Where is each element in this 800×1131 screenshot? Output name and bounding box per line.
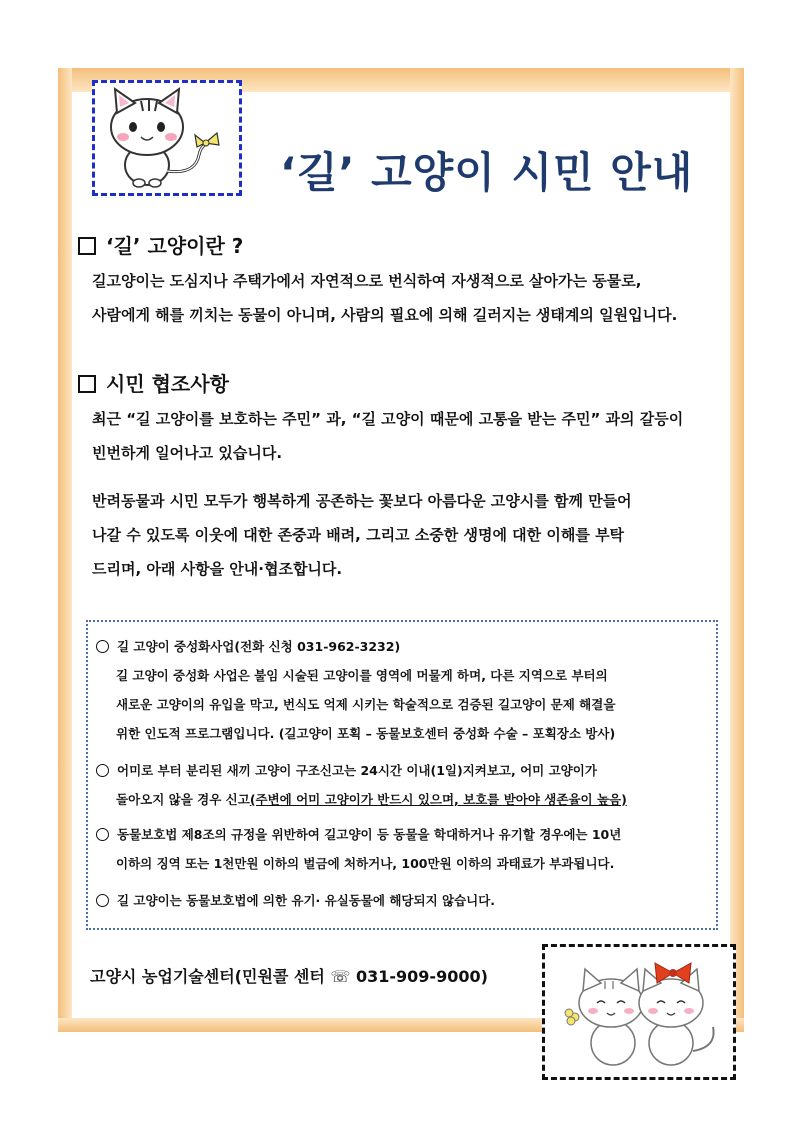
circle-bullet-icon — [96, 640, 109, 653]
page-title: ‘길’ 고양이 시민 안내 — [280, 148, 694, 197]
notice-line: 길 고양이 중성화 사업은 불임 시술된 고양이를 영역에 머물게 하며, 다른 지역으로 부터의 — [116, 668, 608, 683]
conflict-paragraph — [92, 402, 732, 470]
section-heading-citizen-cooperation — [78, 368, 229, 397]
notice-box — [86, 620, 718, 930]
paragraph-line: 최근 “길 고양이를 보호하는 주민” 과, “길 고양이 때문에 고통을 받는 주민” 과의 갈등이 — [92, 410, 684, 428]
frame-border-right — [730, 68, 744, 1030]
notice-line: 이하의 징역 또는 1천만원 이하의 벌금에 처하거나, 100만원 이하의 과태료가 부과됩니다. — [116, 856, 615, 871]
frame-border-left — [58, 68, 72, 1030]
paragraph-line: 빈번하게 일어나고 있습니다. — [92, 444, 283, 462]
section-heading-what-is-street-cat — [78, 230, 243, 259]
two-cats-icon — [545, 947, 733, 1077]
notice-line: 새로운 고양이의 유입을 막고, 번식도 억제 시키는 학술적으로 검증된 길고양이 문제 해결을 — [116, 697, 616, 712]
notice-line: 동물보호법 제8조의 규정을 위반하여 길고양이 등 동물을 학대하거나 유기할 경우에는 10년 — [117, 827, 622, 842]
cat-with-ribbon-icon — [95, 83, 239, 193]
notice-line: 돌아오지 않을 경우 신고 — [116, 792, 250, 807]
circle-bullet-icon — [96, 894, 109, 907]
paragraph-line: 사람에게 해를 끼치는 동물이 아니며, 사람의 필요에 의해 길러지는 생태계의 일원입니다. — [92, 306, 678, 324]
contact-footer: 고양시 농업기술센터(민원콜 센터 ☏ 031-909-9000) — [90, 967, 488, 986]
notice-item-title: 길 고양이 중성화사업(전화 신청 031-962-3232) — [117, 639, 401, 654]
street-cat-definition — [92, 264, 732, 332]
notice-item-kitten-report — [96, 756, 708, 814]
section-heading-text: ‘길’ 고양이란 ? — [106, 234, 244, 258]
circle-bullet-icon — [96, 828, 109, 841]
paragraph-line: 반려동물과 시민 모두가 행복하게 공존하는 꽃보다 아름다운 고양시를 함께 만들어 — [92, 492, 632, 510]
paragraph-line: 드리며, 아래 사항을 안내·협조합니다. — [92, 560, 343, 578]
notice-item-not-abandoned — [96, 886, 708, 915]
checkbox-icon — [78, 237, 96, 255]
notice-line: 위한 인도적 프로그램입니다. (길고양이 포획 – 동물보호센터 중성화 수술 – 포획장소 방사) — [116, 726, 616, 741]
notice-item-animal-protection-law — [96, 820, 708, 878]
notice-underlined-note: (주변에 어미 고양이가 반드시 있으며, 보호를 받아야 생존율이 높음) — [249, 792, 627, 807]
two-cats-frame — [542, 944, 736, 1080]
notice-line: 길 고양이는 동물보호법에 의한 유기· 유실동물에 해당되지 않습니다. — [117, 893, 496, 908]
cat-illustration-frame — [92, 80, 242, 196]
paragraph-line: 나갈 수 있도록 이웃에 대한 존중과 배려, 그리고 소중한 생명에 대한 이해를 부탁 — [92, 526, 625, 544]
circle-bullet-icon — [96, 764, 109, 777]
paragraph-line: 길고양이는 도심지나 주택가에서 자연적으로 번식하여 자생적으로 살아가는 동물로, — [92, 272, 642, 290]
notice-item-neutering — [96, 632, 708, 748]
section-heading-text: 시민 협조사항 — [106, 372, 229, 396]
coexistence-paragraph — [92, 484, 732, 586]
notice-line: 어미로 부터 분리된 새끼 고양이 구조신고는 24시간 이내(1일)지켜보고, 어미 고양이가 — [117, 763, 597, 778]
checkbox-icon — [78, 375, 96, 393]
